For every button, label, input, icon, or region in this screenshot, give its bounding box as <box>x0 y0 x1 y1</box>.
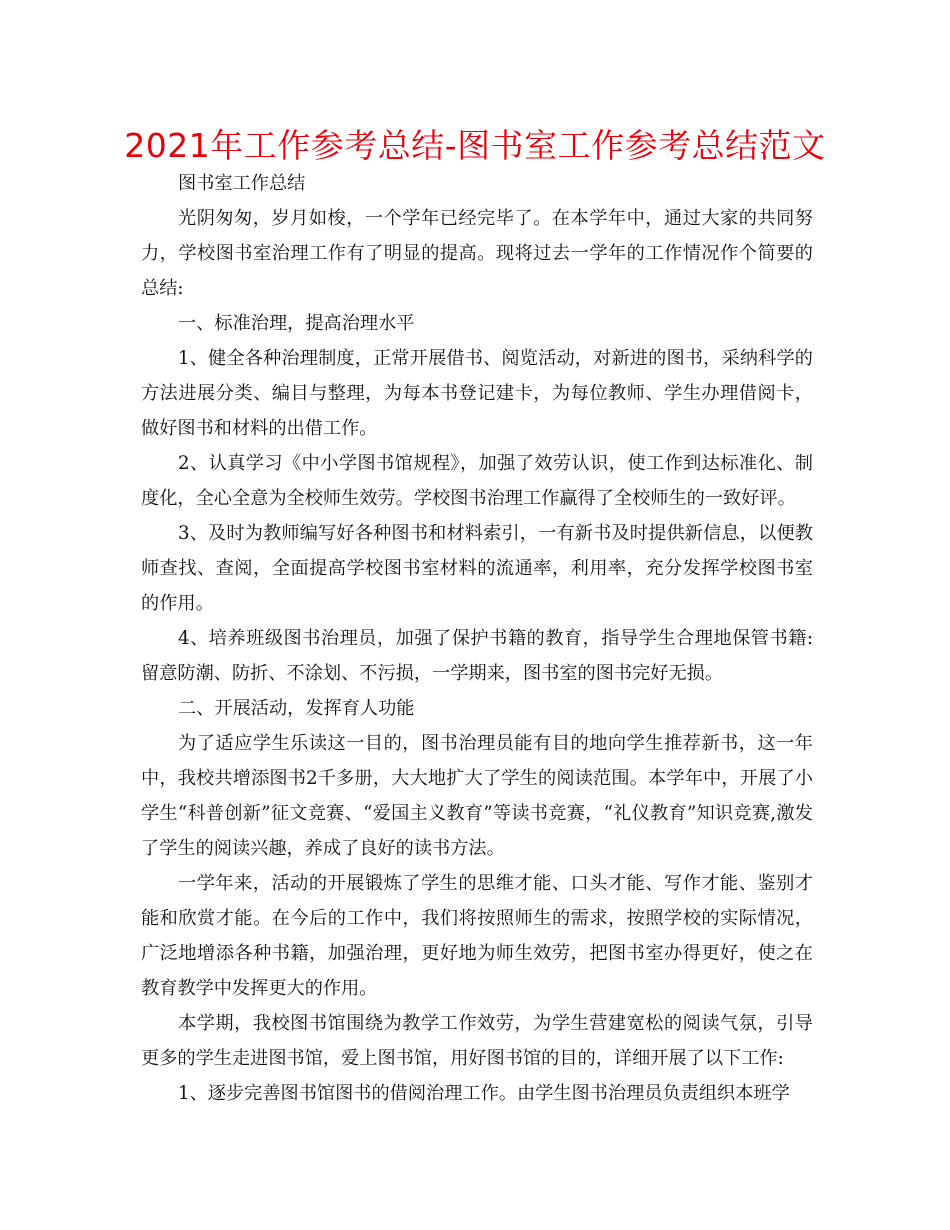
paragraph-item-2: 2、认真学习《中小学图书馆规程》，加强了效劳认识，使工作到达标准化、制度化，全心全意为全校师生效劳。学校图书治理工作赢得了全校师生的一致好评。 <box>141 453 813 509</box>
section-heading-1: 一、标准治理，提高治理水平 <box>178 313 415 334</box>
document-title: 2021年工作参考总结-图书室工作参考总结范文 <box>124 126 826 165</box>
paragraph-subtitle: 图书室工作总结 <box>178 173 306 194</box>
paragraph-semester-item-1: 1、逐步完善图书馆图书的借阅治理工作。由学生图书治理员负责组织本班学 <box>178 1083 790 1104</box>
paragraph-item-3: 3、及时为教师编写好各种图书和材料索引，一有新书及时提供新信息，以便教师查找、查阅，全面提高学校图书室材料的流通率，利用率，充分发挥学校图书室的作用。 <box>141 523 813 614</box>
paragraph-item-1: 1、健全各种治理制度，正常开展借书、阅览活动，对新进的图书，采纳科学的方法进展分类、编目与整理，为每本书登记建卡，为每位教师、学生办理借阅卡，做好图书和材料的出借工作。 <box>141 348 813 439</box>
paragraph-year-summary: 一学年来，活动的开展锻炼了学生的思维才能、口头才能、写作才能、鉴别才能和欣赏才能。在今后的工作中，我们将按照师生的需求，按照学校的实际情况，广泛地增添各种书籍，加强治理，更好地为师生效劳，把图书室办得更好，使之在教育教学中发挥更大的作用。 <box>141 873 813 999</box>
paragraph-semester: 本学期，我校图书馆围绕为教学工作效劳，为学生营建宽松的阅读气氛，引导更多的学生走进图书馆，爱上图书馆，用好图书馆的目的，详细开展了以下工作: <box>141 1013 813 1069</box>
paragraph-item-4: 4、培养班级图书治理员，加强了保护书籍的教育，指导学生合理地保管书籍:留意防潮、防折、不涂划、不污损，一学期来，图书室的图书完好无损。 <box>141 628 813 684</box>
document-body <box>141 166 813 1111</box>
paragraph-intro: 光阴匆匆，岁月如梭，一个学年已经完毕了。在本学年中，通过大家的共同努力，学校图书室治理工作有了明显的提高。现将过去一学年的工作情况作个简要的总结: <box>141 208 813 299</box>
section-heading-2: 二、开展活动，发挥育人功能 <box>178 698 415 719</box>
paragraph-activities: 为了适应学生乐读这一目的，图书治理员能有目的地向学生推荐新书，这一年中，我校共增添图书2千多册，大大地扩大了学生的阅读范围。本学年中，开展了小学生“科普创新”征文竞赛、“爱国主义教育”等读书竞赛，“礼仪教育”知识竞赛,激发了学生的阅读兴趣，养成了良好的读书方法。 <box>141 733 813 859</box>
